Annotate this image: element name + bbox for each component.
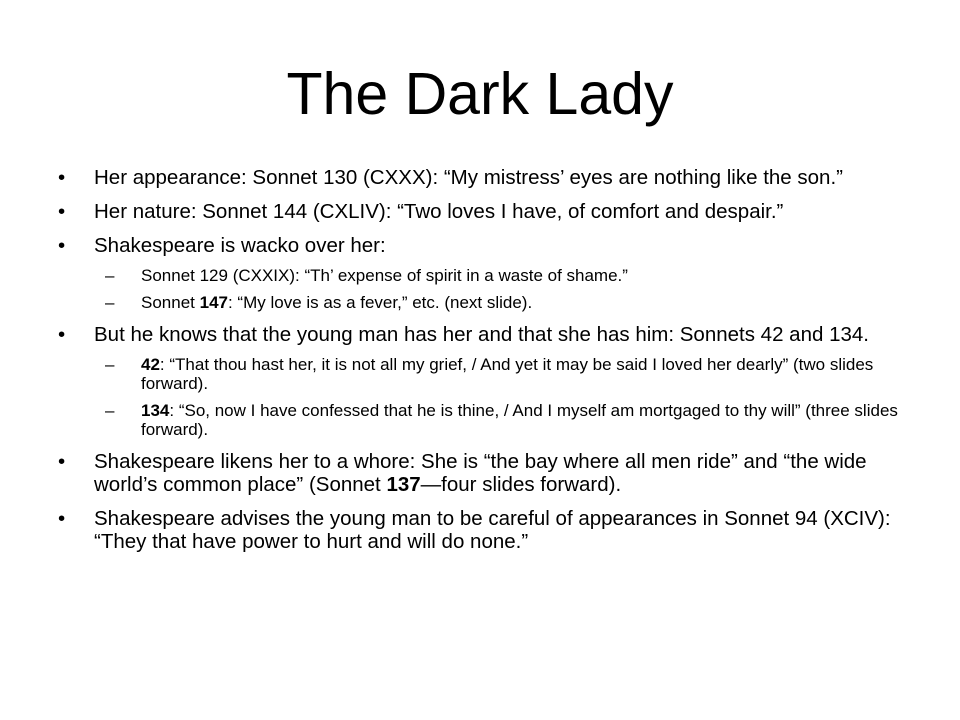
sub-item-sonnet-129 [105,266,908,285]
dash-icon: – [105,266,115,285]
bullet-icon: • [58,507,66,530]
bullet-item-wacko [58,234,908,312]
sub-text-pre: Sonnet [141,293,200,312]
bullet-item-appearance [58,166,908,189]
bullet-icon: • [58,234,66,257]
dash-icon: – [105,293,115,312]
sub-item-sonnet-134 [105,401,908,439]
sonnet-number: 42 [141,355,160,374]
sub-text-post: : “My love is as a fever,” etc. (next slide). [227,293,533,312]
bullet-icon: • [58,200,66,223]
sonnet-number: 147 [199,293,228,312]
bullet-item-young-man [58,323,908,439]
dash-icon: – [105,355,115,374]
bullet-text-post: —four slides forward). [420,473,622,496]
sub-list [105,266,908,312]
sonnet-number: 137 [386,473,421,496]
bullet-item-whore [58,450,908,496]
bullet-text: Shakespeare is wacko over her: [94,234,386,257]
bullet-item-nature [58,200,908,223]
bullet-text: Shakespeare advises the young man to be careful of appearances in Sonnet 94 (XCIV): “They that have power to hurt and will do none.” [94,507,891,553]
bullet-text: Her nature: Sonnet 144 (CXLIV): “Two loves I have, of comfort and despair.” [94,200,784,223]
sub-item-sonnet-147 [105,293,908,312]
bullet-item-appearances [58,507,908,553]
sub-text-post: : “That thou hast her, it is not all my grief, / And yet it may be said I loved her dearly” (two slides forward). [141,355,874,393]
dash-icon: – [105,401,115,420]
bullet-icon: • [58,323,66,346]
sub-text-post: : “So, now I have confessed that he is thine, / And I myself am mortgaged to thy will” (three slides forward). [141,401,898,439]
sonnet-number: 134 [141,401,170,420]
bullet-text: Her appearance: Sonnet 130 (CXXX): “My mistress’ eyes are nothing like the son.” [94,166,843,189]
bullet-text-pre: Shakespeare likens her to a whore: She is “the bay where all men ride” and “the wide world’s common place” (Sonnet [94,450,867,496]
sub-item-sonnet-42 [105,355,908,393]
slide-title: The Dark Lady [286,61,674,127]
bullet-text: But he knows that the young man has her and that she has him: Sonnets 42 and 134. [94,323,869,346]
sub-list [105,355,908,439]
sub-text: Sonnet 129 (CXXIX): “Th’ expense of spirit in a waste of shame.” [141,266,628,285]
bullet-icon: • [58,166,66,189]
bullet-icon: • [58,450,66,473]
slide-body [58,166,908,564]
